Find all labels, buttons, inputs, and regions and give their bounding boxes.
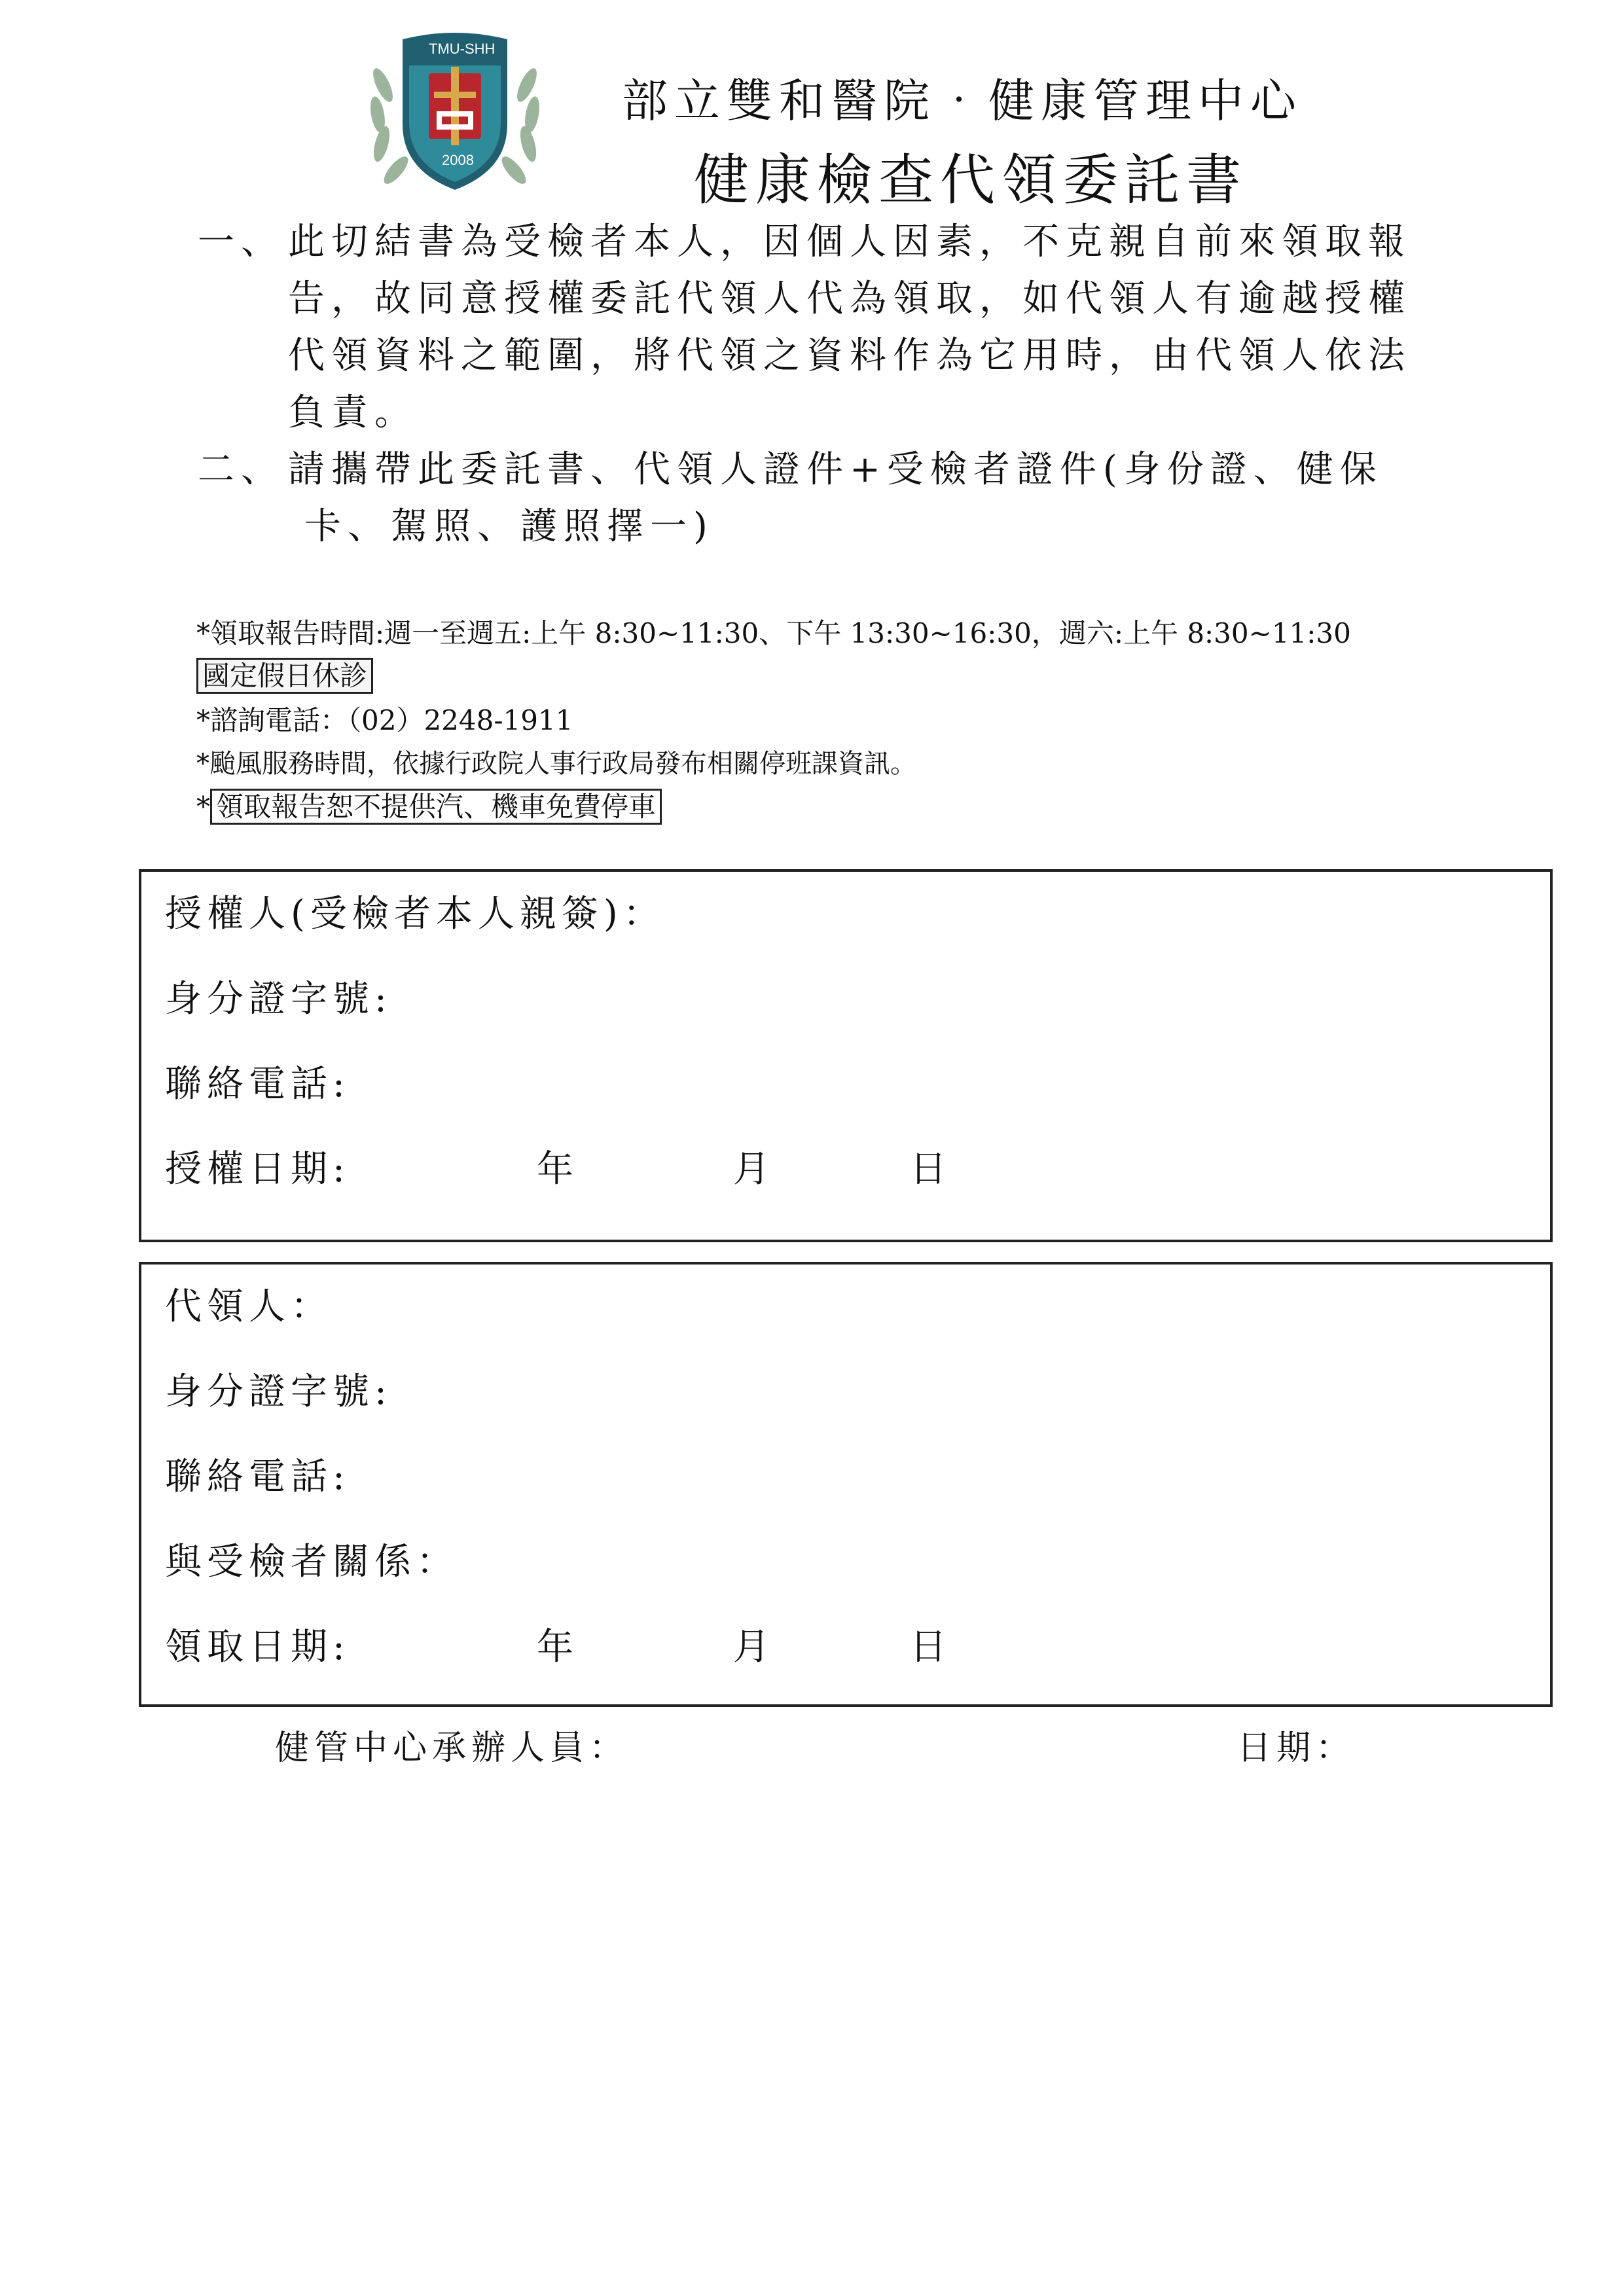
typhoon-note: *颱風服務時間，依據行政院人事行政局發布相關停班課資訊。 <box>196 749 916 779</box>
clause-2-number: 二、 <box>198 448 284 491</box>
clause-1-number: 一、 <box>198 221 284 263</box>
clause-2-line-1: 請攜帶此委託書、代領人證件+受檢者證件(身份證、健保 <box>288 448 1383 491</box>
pickup-day-label: 日 <box>910 1626 947 1668</box>
document-title: 健康檢查代領委託書 <box>694 148 1248 212</box>
staff-label: 健管中心承辦人員： <box>275 1729 629 1768</box>
authorizer-id-label: 身分證字號: <box>165 978 392 1020</box>
pickup-year-label: 年 <box>537 1626 573 1668</box>
proxy-relation-label: 與受檢者關係： <box>165 1541 458 1583</box>
logo-top-text: TMU-SHH <box>429 41 496 57</box>
proxy-section <box>139 1262 1553 1707</box>
clause-1-line-1: 此切結書為受檢者本人，因個人因素，不克親自前來領取報 <box>288 221 1411 263</box>
logo-year-text: 2008 <box>442 152 474 168</box>
authorizer-section <box>139 869 1553 1242</box>
authorization-day-label: 日 <box>910 1148 947 1191</box>
consult-phone-note: *諮詢電話：（02）2248-1911 <box>196 704 573 736</box>
parking-note: 領取報告恕不提供汽、機車免費停車 <box>210 789 662 825</box>
proxy-id-label: 身分證字號: <box>165 1371 392 1413</box>
clause-1-line-3: 代領資料之範圍，將代領之資料作為它用時，由代領人依法 <box>288 334 1411 377</box>
clause-1-line-2: 告，故同意授權委託代領人代為領取，如代領人有逾越授權 <box>288 278 1411 320</box>
hospital-title: 部立雙和醫院‧健康管理中心 <box>622 74 1303 128</box>
hospital-logo <box>363 26 547 196</box>
authorization-month-label: 月 <box>733 1148 770 1191</box>
pickup-date-label: 領取日期: <box>165 1626 350 1668</box>
parking-note-star: * <box>196 791 210 823</box>
authorization-year-label: 年 <box>537 1148 573 1191</box>
staff-date-label: 日期： <box>1237 1729 1356 1768</box>
clause-2-line-2: 卡、駕照、護照擇一) <box>304 505 714 548</box>
authorizer-signature-label: 授權人(受檢者本人親簽)： <box>165 893 665 935</box>
proxy-name-label: 代領人： <box>165 1285 333 1328</box>
authorization-date-label: 授權日期: <box>165 1148 350 1191</box>
report-hours-note: *領取報告時間:週一至週五:上午 8:30~11:30、下午 13:30~16:30，週六:上午 8:30~11:30 <box>196 617 1351 649</box>
pickup-month-label: 月 <box>733 1626 770 1668</box>
holiday-closed-badge: 國定假日休診 <box>196 658 373 694</box>
authorizer-phone-label: 聯絡電話: <box>165 1063 350 1105</box>
proxy-phone-label: 聯絡電話: <box>165 1456 350 1498</box>
clause-1-line-4: 負責。 <box>288 391 418 434</box>
